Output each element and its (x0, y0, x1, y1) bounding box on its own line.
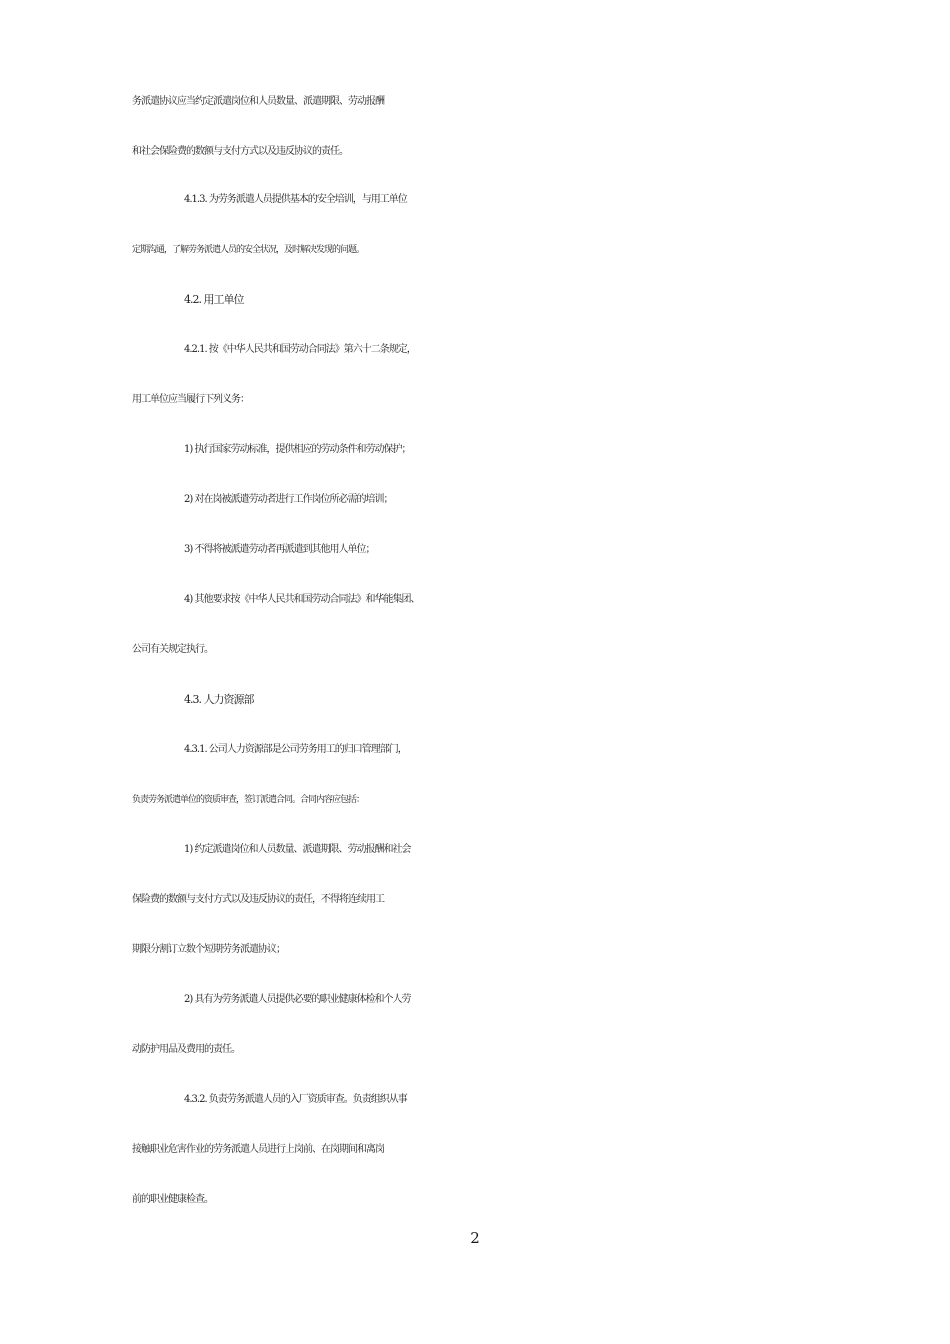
list-item: 1) 约定派遣岗位和人员数量、派遣期限、劳动报酬和社会 (184, 844, 411, 855)
text-line: 定期沟通，了解劳务派遣人员的安全状况，及时解决发现的问题。 (132, 245, 365, 255)
text-line: 务派遣协议应当约定派遣岗位和人员数量、派遣期限、劳动报酬 (132, 96, 384, 107)
list-item: 2) 对在岗被派遣劳动者进行工作岗位所必需的培训； (184, 494, 393, 505)
list-item: 2) 具有为劳务派遣人员提供必要的职业健康体检和个人劳 (184, 994, 411, 1005)
text-line: 动防护用品及费用的责任。 (132, 1044, 240, 1055)
text-line: 4.2.1. 按《中华人民共和国劳动合同法》第六十二条规定， (184, 344, 416, 355)
list-item: 3) 不得将被派遣劳动者再派遣到其他用人单位； (184, 544, 375, 555)
text-line: 前的职业健康检查。 (132, 1194, 213, 1205)
text-line: 4.3.2. 负责劳务派遣人员的入厂资质审查。负责组织从事 (184, 1094, 407, 1105)
text-line: 4.1.3. 为劳务派遣人员提供基本的安全培训，与用工单位 (184, 194, 407, 205)
text-line: 和社会保险费的数额与支付方式以及违反协议的责任。 (132, 146, 348, 157)
list-item: 4) 其他要求按《中华人民共和国劳动合同法》和华能集团、 (184, 594, 420, 605)
list-item: 1) 执行国家劳动标准，提供相应的劳动条件和劳动保护； (184, 444, 411, 455)
text-line: 负责劳务派遣单位的资质审查，签订派遣合同。合同内容应包括： (132, 795, 365, 805)
text-line: 4.3.1. 公司人力资源部是公司劳务用工的归口管理部门， (184, 744, 407, 755)
text-line: 保险费的数额与支付方式以及违反协议的责任，不得将连续用工 (132, 894, 384, 905)
text-line: 接触职业危害作业的劳务派遣人员进行上岗前、在岗期间和离岗 (132, 1144, 384, 1155)
text-line: 用工单位应当履行下列义务： (132, 394, 249, 405)
text-line: 公司有关规定执行。 (132, 644, 213, 655)
section-heading: 4.2. 用工单位 (184, 293, 244, 306)
section-heading: 4.3. 人力资源部 (184, 693, 254, 706)
text-line: 期限分割订立数个短期劳务派遣协议； (132, 944, 285, 955)
page-number: 2 (470, 1229, 480, 1247)
